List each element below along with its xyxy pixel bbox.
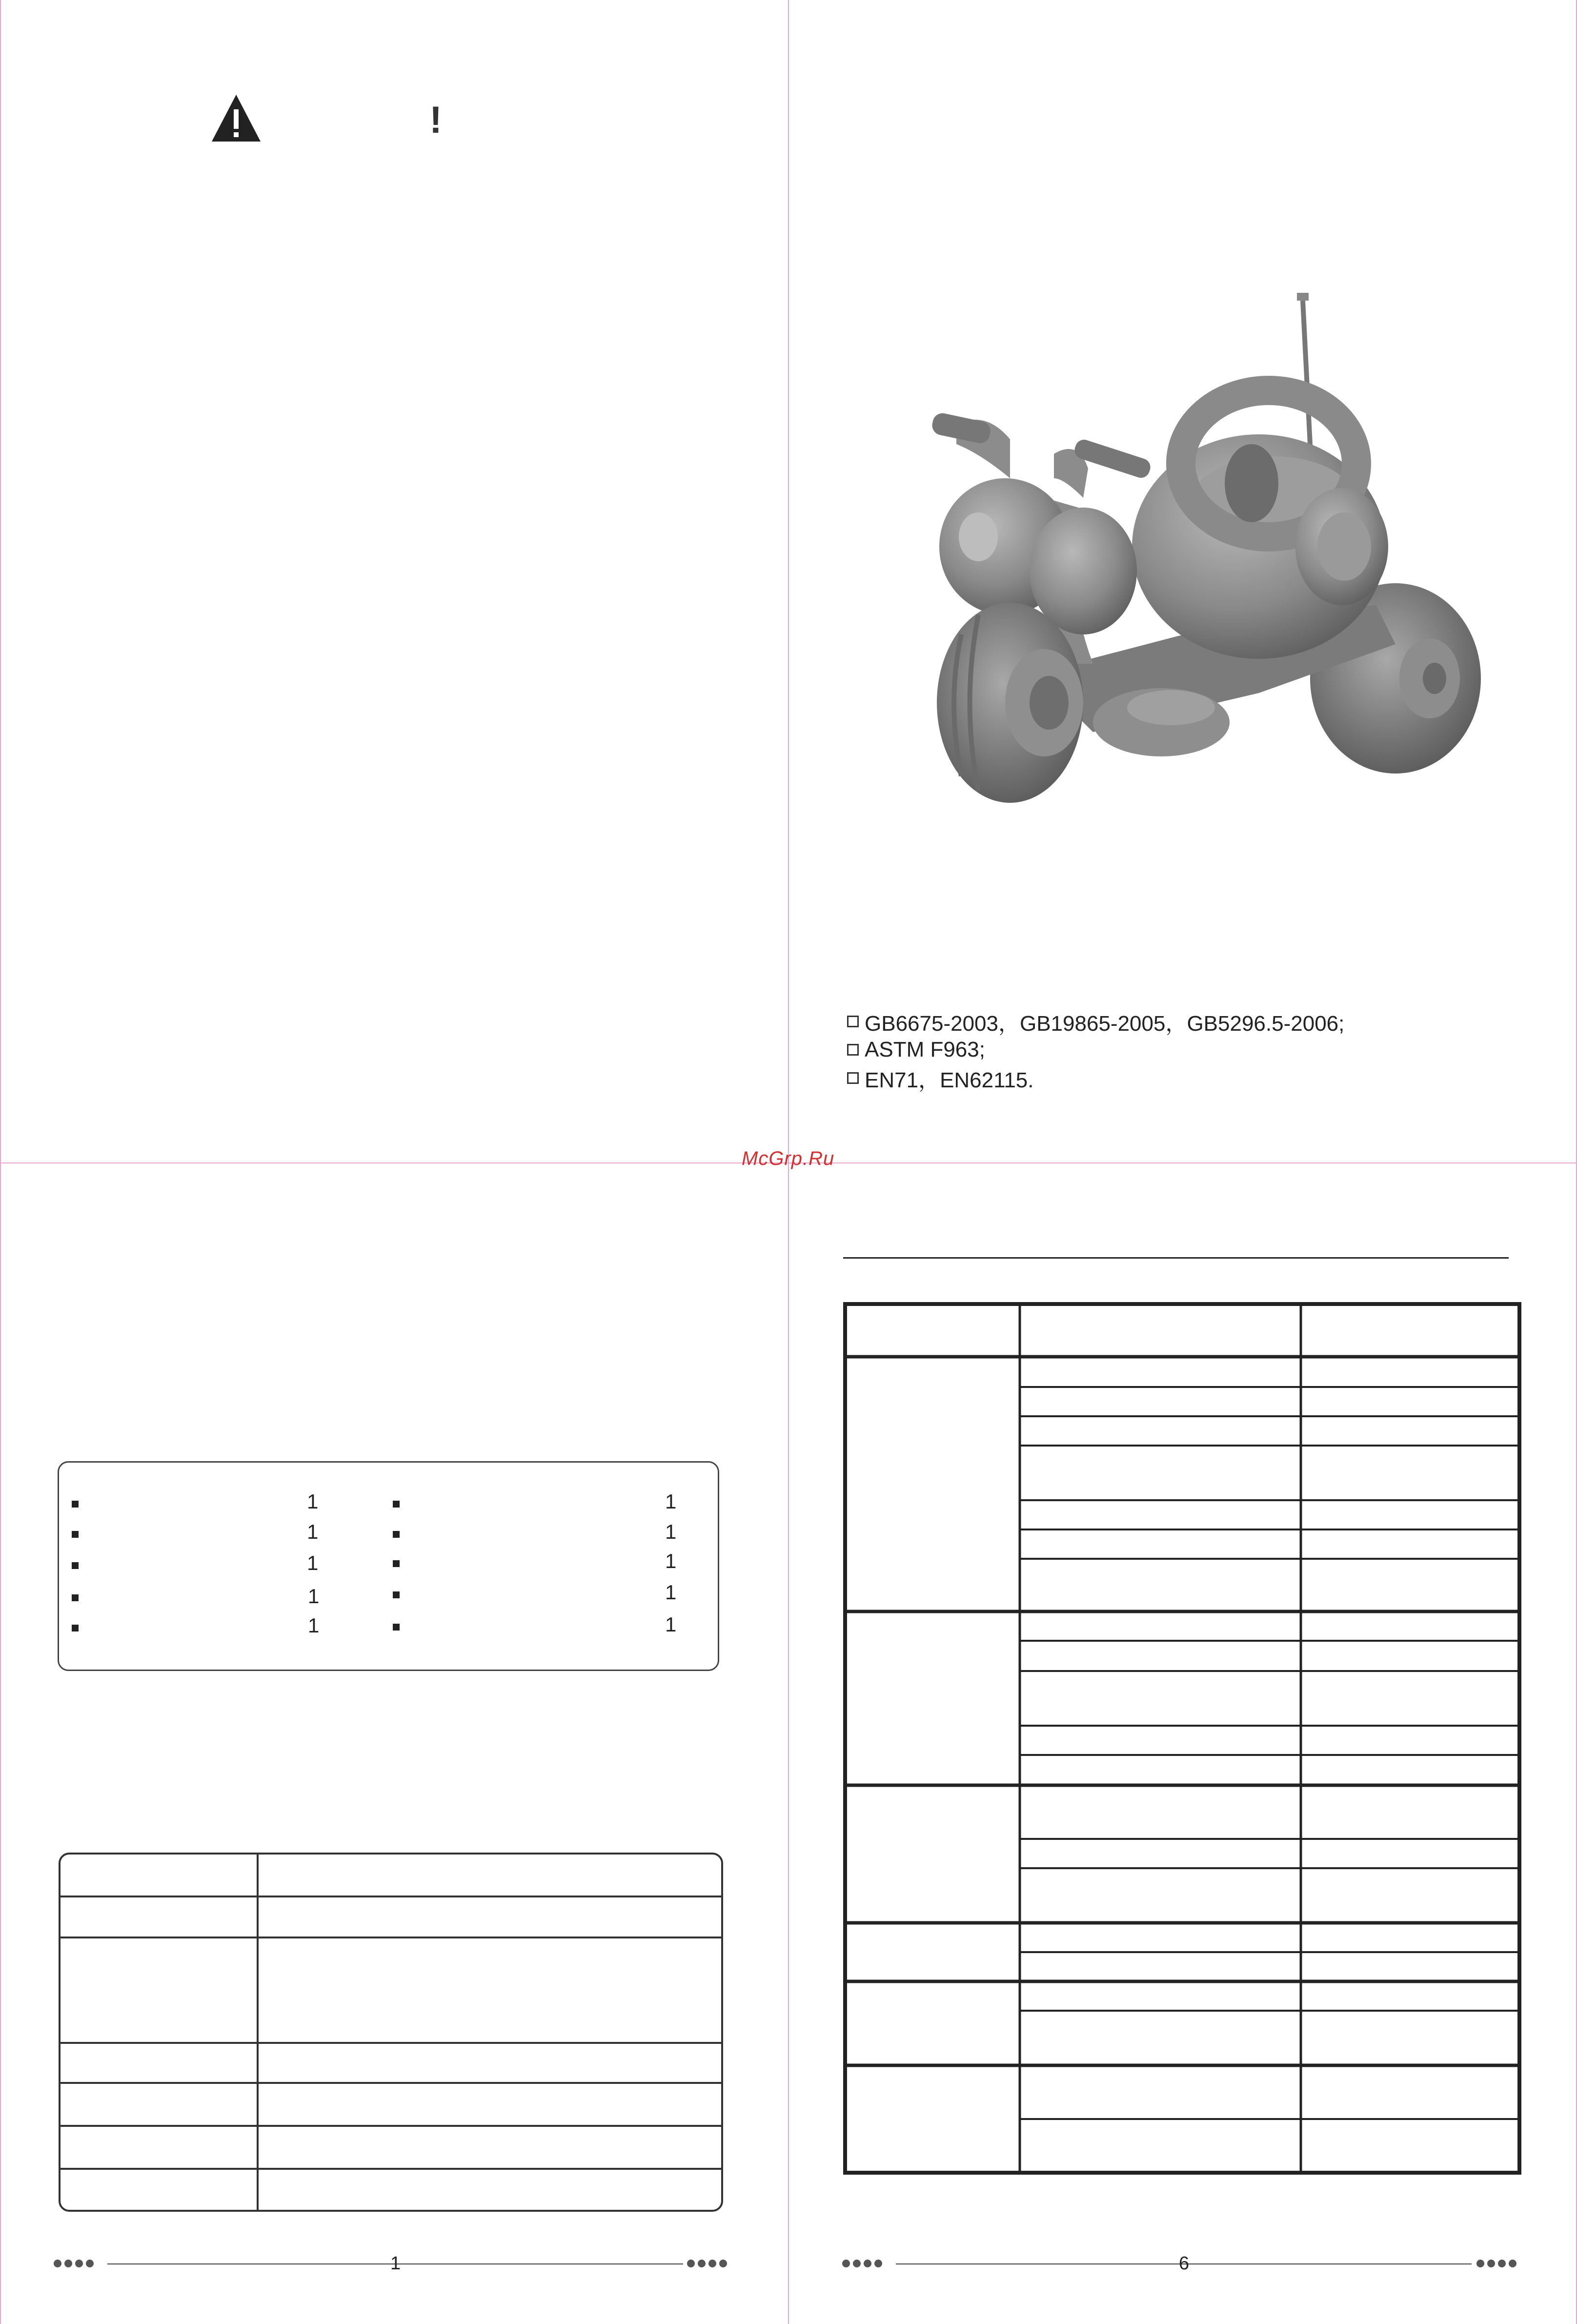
watermark: McGrp.Ru (742, 1148, 835, 1169)
footer-line (107, 2263, 439, 2264)
bullet-icon (393, 1531, 400, 1538)
standard-item (847, 1007, 1344, 1036)
standard-text: EN71，EN62115. (865, 1068, 1034, 1092)
footer-left (54, 2254, 737, 2273)
contents-quantity: 1 (307, 1520, 319, 1543)
checkbox-icon (847, 1072, 859, 1084)
specification-table (59, 1853, 723, 2212)
footer-line (410, 2263, 683, 2264)
page-number: 6 (1179, 2253, 1190, 2274)
crop-mark-left (0, 0, 1, 2324)
bullet-icon (72, 1501, 79, 1508)
bullet-icon (72, 1562, 79, 1569)
standard-text: GB6675-2003，GB19865-2005，GB5296.5-2006; (865, 1012, 1345, 1036)
standard-item (847, 1036, 1344, 1064)
section-rule (843, 1257, 1509, 1259)
checkbox-icon (847, 1044, 859, 1056)
footer-right (842, 2254, 1525, 2273)
footer-dots-icon (54, 2254, 94, 2273)
footer-line (1198, 2263, 1472, 2264)
footer-dots-icon (687, 2254, 727, 2273)
standards-list (847, 1007, 1344, 1092)
standard-text: ASTM F963; (865, 1038, 985, 1061)
warning-triangle-icon (211, 94, 262, 143)
footer-line (896, 2263, 1223, 2264)
contents-quantity: 1 (308, 1585, 320, 1608)
footer-dots-icon (1476, 2254, 1516, 2273)
parameter-table (843, 1302, 1521, 2175)
bullet-icon (393, 1501, 400, 1508)
bullet-icon (393, 1560, 400, 1567)
warning-exclamation: ! (429, 98, 442, 141)
footer-dots-icon (842, 2254, 882, 2273)
bullet-icon (72, 1594, 79, 1601)
electric-tricycle-icon (888, 293, 1493, 835)
contents-quantity: 1 (308, 1614, 320, 1637)
contents-quantity: 1 (665, 1613, 677, 1636)
bullet-icon (393, 1591, 400, 1598)
contents-quantity: 1 (307, 1551, 319, 1574)
bullet-icon (72, 1625, 79, 1631)
contents-quantity: 1 (665, 1490, 677, 1513)
contents-quantity: 1 (665, 1581, 677, 1604)
package-contents-box (58, 1461, 719, 1671)
checkbox-icon (847, 1016, 859, 1027)
standard-item (847, 1064, 1344, 1092)
contents-quantity: 1 (307, 1490, 319, 1513)
page-number: 1 (390, 2253, 401, 2274)
contents-quantity: 1 (665, 1549, 677, 1572)
contents-quantity: 1 (665, 1520, 677, 1543)
bullet-icon (393, 1624, 400, 1631)
bullet-icon (72, 1531, 79, 1538)
